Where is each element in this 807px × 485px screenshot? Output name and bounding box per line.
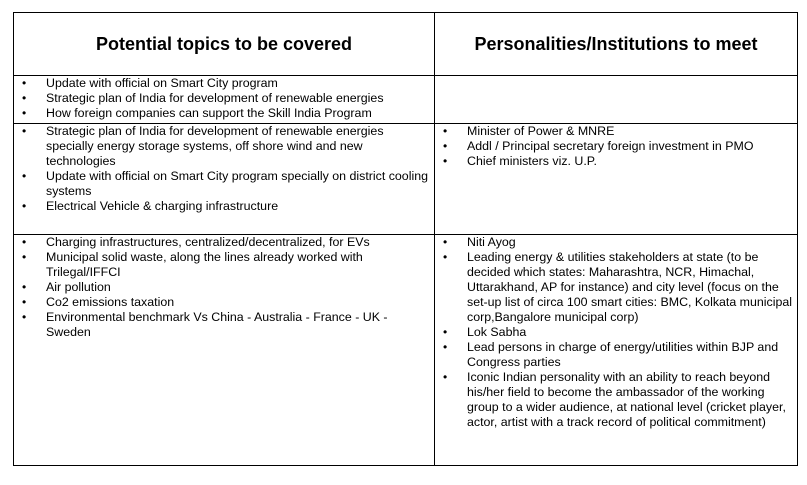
personalities-list bbox=[435, 235, 797, 430]
list-item: • Iconic Indian personality with an ability to reach beyond his/her field to become the ambassador of the working group to a wider audience, at national level (cricket player, actor, artist with a track record of political commitment) bbox=[467, 370, 793, 430]
list-item: • Chief ministers viz. U.P. bbox=[467, 154, 793, 169]
header-row bbox=[14, 13, 798, 76]
list-item: • Municipal solid waste, along the lines already worked with Trilegal/IFFCI bbox=[46, 250, 430, 280]
list-item: • Electrical Vehicle & charging infrastructure bbox=[46, 199, 430, 214]
list-item: • Strategic plan of India for development of renewable energies bbox=[46, 91, 430, 106]
header-personalities: Personalities/Institutions to meet bbox=[435, 13, 798, 76]
table-row bbox=[14, 235, 798, 466]
list-item: • Minister of Power & MNRE bbox=[467, 124, 793, 139]
list-item: • Update with official on Smart City program bbox=[46, 76, 430, 91]
personalities-cell bbox=[435, 76, 798, 124]
list-item: • Co2 emissions taxation bbox=[46, 295, 430, 310]
topics-cell bbox=[14, 124, 435, 235]
list-item: • Lok Sabha bbox=[467, 325, 793, 340]
list-item: • Strategic plan of India for development of renewable energies specially energy storage systems, off shore wind and new technologies bbox=[46, 124, 430, 169]
table-row bbox=[14, 124, 798, 235]
topics-list bbox=[14, 76, 434, 121]
topics-list bbox=[14, 235, 434, 340]
list-item: • Addl / Principal secretary foreign investment in PMO bbox=[467, 139, 793, 154]
list-item: • Charging infrastructures, centralized/decentralized, for EVs bbox=[46, 235, 430, 250]
list-item: • Air pollution bbox=[46, 280, 430, 295]
personalities-cell bbox=[435, 235, 798, 466]
topics-table bbox=[13, 12, 798, 466]
topics-cell bbox=[14, 235, 435, 466]
list-item: • Lead persons in charge of energy/utilities within BJP and Congress parties bbox=[467, 340, 793, 370]
table-row bbox=[14, 76, 798, 124]
list-item: • Leading energy & utilities stakeholders at state (to be decided which states: Maharashtra, NCR, Himachal, Uttarakhand, AP for instance) and city level (focus on the set-up list of circa 100 smart cities: BMC, Kolkata municipal corp,Bangalore municipal corp) bbox=[467, 250, 793, 325]
topics-cell bbox=[14, 76, 435, 124]
list-item: • How foreign companies can support the Skill India Program bbox=[46, 106, 430, 121]
list-item: • Environmental benchmark Vs China - Australia - France - UK - Sweden bbox=[46, 310, 430, 340]
personalities-cell bbox=[435, 124, 798, 235]
personalities-list bbox=[435, 124, 797, 169]
list-item: • Update with official on Smart City program specially on district cooling systems bbox=[46, 169, 430, 199]
topics-list bbox=[14, 124, 434, 214]
header-topics: Potential topics to be covered bbox=[14, 13, 435, 76]
list-item: • Niti Ayog bbox=[467, 235, 793, 250]
